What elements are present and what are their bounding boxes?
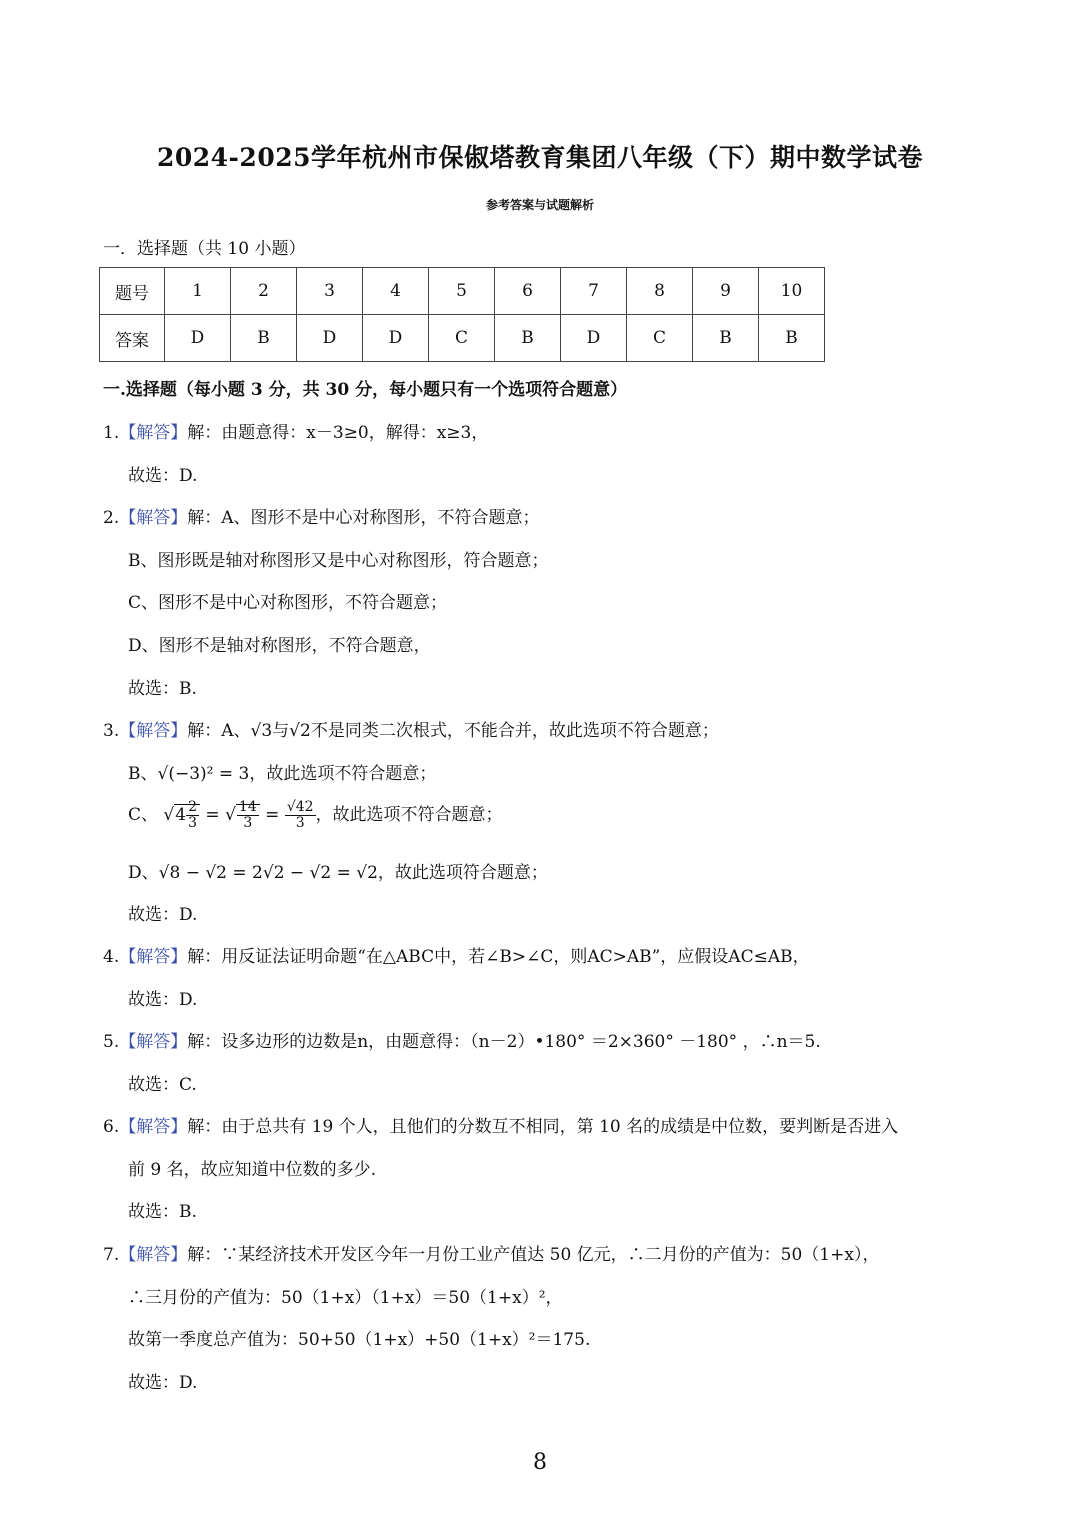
math-text: √42 <box>286 799 314 815</box>
table-cell: 9 <box>693 268 759 315</box>
math-expression: √3 <box>250 721 273 741</box>
math-text: 14 <box>238 799 257 815</box>
math-expression: √(−3)² = 3 <box>157 764 250 784</box>
table-cell: D <box>165 315 231 362</box>
answer-text: 解：由于总共有 19 个人，且他们的分数互不相同，第 10 名的成绩是中位数，要判断是否进入 <box>187 1117 899 1137</box>
answer-text: 故选：B. <box>128 1202 197 1222</box>
table-cell: 8 <box>627 268 693 315</box>
section-heading-1: 一．选择题（共 10 小题） <box>103 239 306 259</box>
answer-q5 <box>103 1027 821 1052</box>
answer-tag: 【解答】 <box>119 721 188 741</box>
answer-q1 <box>103 418 488 443</box>
table-cell: 4 <box>363 268 429 315</box>
answer-tag: 【解答】 <box>119 423 188 443</box>
question-number: 2. <box>103 508 120 528</box>
answer-q3 <box>103 716 719 741</box>
answer-text: 故选：B. <box>128 679 197 699</box>
answer-line <box>128 759 436 784</box>
math-text: 3 <box>188 815 198 831</box>
math-text: 4 <box>175 805 187 825</box>
table-cell: 10 <box>759 268 825 315</box>
math-expression <box>285 800 316 831</box>
table-cell: 2 <box>231 268 297 315</box>
answer-text: D、图形不是轴对称图形，不符合题意， <box>128 636 431 656</box>
answer-text: 故选：D. <box>128 905 198 925</box>
table-cell: B <box>759 315 825 362</box>
answer-text: ，故此选项不符合题意； <box>315 805 503 825</box>
table-cell: B <box>495 315 561 362</box>
answer-text: 故选：D. <box>128 990 198 1010</box>
table-cell: C <box>627 315 693 362</box>
table-cell: D <box>363 315 429 362</box>
table-cell: 5 <box>429 268 495 315</box>
math-text: = <box>205 805 220 825</box>
answer-text: 解：∵某经济技术开发区今年一月份工业产值达 50 亿元，∴二月份的产值为：50（1+x）， <box>187 1245 880 1265</box>
answer-q4 <box>103 942 810 967</box>
answer-text: 故选：D. <box>128 466 198 486</box>
answer-text: D、 <box>128 863 159 883</box>
answer-tag: 【解答】 <box>119 947 188 967</box>
table-cell: 7 <box>561 268 627 315</box>
answer-text: B、 <box>128 764 158 784</box>
answer-text: 故第一季度总产值为：50+50（1+x）+50（1+x）²＝175. <box>128 1330 591 1350</box>
answer-q6 <box>103 1112 898 1137</box>
answer-text: ，故此选项不符合题意； <box>249 764 437 784</box>
math-text: 3 <box>243 815 253 831</box>
table-cell: 6 <box>495 268 561 315</box>
answer-text: 解：A、图形不是中心对称图形，不符合题意； <box>187 508 540 528</box>
answer-text: 解：设多边形的边数是n，由题意得：（n－2）•180° ＝2×360° －180° ，∴n＝5. <box>187 1032 821 1052</box>
page-title: 2024-2025学年杭州市保俶塔教育集团八年级（下）期中数学试卷 <box>156 143 924 172</box>
table-cell: B <box>231 315 297 362</box>
question-number: 5. <box>103 1032 120 1052</box>
question-number: 7. <box>103 1245 120 1265</box>
answer-line <box>128 800 503 831</box>
section-heading-2: 一.选择题（每小题 3 分，共 30 分，每小题只有一个选项符合题意） <box>103 380 628 400</box>
answer-row <box>100 315 825 362</box>
math-expression: √ $\frac{14}{3}$ <box>225 800 260 831</box>
answer-line <box>128 858 548 883</box>
question-number-row <box>100 268 825 315</box>
answer-text: 前 9 名，故应知道中位数的多少. <box>128 1160 377 1180</box>
answer-text: 故选：C. <box>128 1075 197 1095</box>
math-text: = <box>265 805 280 825</box>
question-number: 4. <box>103 947 120 967</box>
answer-tag: 【解答】 <box>119 1032 188 1052</box>
question-number: 6. <box>103 1117 120 1137</box>
table-cell: 1 <box>165 268 231 315</box>
page-number: 8 <box>533 1450 547 1475</box>
math-expression: √2 <box>289 721 311 741</box>
math-text: 3 <box>295 815 305 831</box>
answer-text: C、 <box>128 805 159 825</box>
answer-text: 故选：D. <box>128 1373 198 1393</box>
answer-text: B、图形既是轴对称图形又是中心对称图形，符合题意； <box>128 551 549 571</box>
table-label-answer: 答案 <box>100 315 165 362</box>
answer-tag: 【解答】 <box>119 1117 188 1137</box>
answer-text: ∴三月份的产值为：50（1+x）（1+x）＝50（1+x）²， <box>128 1288 563 1308</box>
question-number: 1. <box>103 423 120 443</box>
table-cell: B <box>693 315 759 362</box>
answer-text: 与 <box>272 721 290 741</box>
question-number: 3. <box>103 721 120 741</box>
math-expression: √4 $\frac{2}{3}$ <box>163 800 200 831</box>
table-cell: D <box>561 315 627 362</box>
table-cell: C <box>429 315 495 362</box>
answer-q2 <box>103 503 540 528</box>
answer-text: C、图形不是中心对称图形，不符合题意； <box>128 593 448 613</box>
table-cell: 3 <box>297 268 363 315</box>
math-expression: √8 − √2 = 2√2 − √2 = √2 <box>158 863 378 883</box>
answer-tag: 【解答】 <box>119 508 188 528</box>
page-subtitle: 参考答案与试题解析 <box>485 198 594 212</box>
answer-text: ，故此选项符合题意； <box>377 863 548 883</box>
answer-text: 解：A、 <box>187 721 251 741</box>
answer-table <box>99 267 825 362</box>
math-text: 2 <box>188 799 198 815</box>
answer-text: 不是同类二次根式，不能合并，故此选项不符合题意； <box>310 721 719 741</box>
table-label-question: 题号 <box>100 268 165 315</box>
answer-tag: 【解答】 <box>119 1245 188 1265</box>
answer-q7 <box>103 1240 879 1265</box>
table-cell: D <box>297 315 363 362</box>
answer-text: 解：用反证法证明命题“在△ABC中，若∠B>∠C，则AC>AB”，应假设AC≤AB， <box>187 947 810 967</box>
answer-text: 解：由题意得：x－3≥0，解得：x≥3， <box>187 423 489 443</box>
